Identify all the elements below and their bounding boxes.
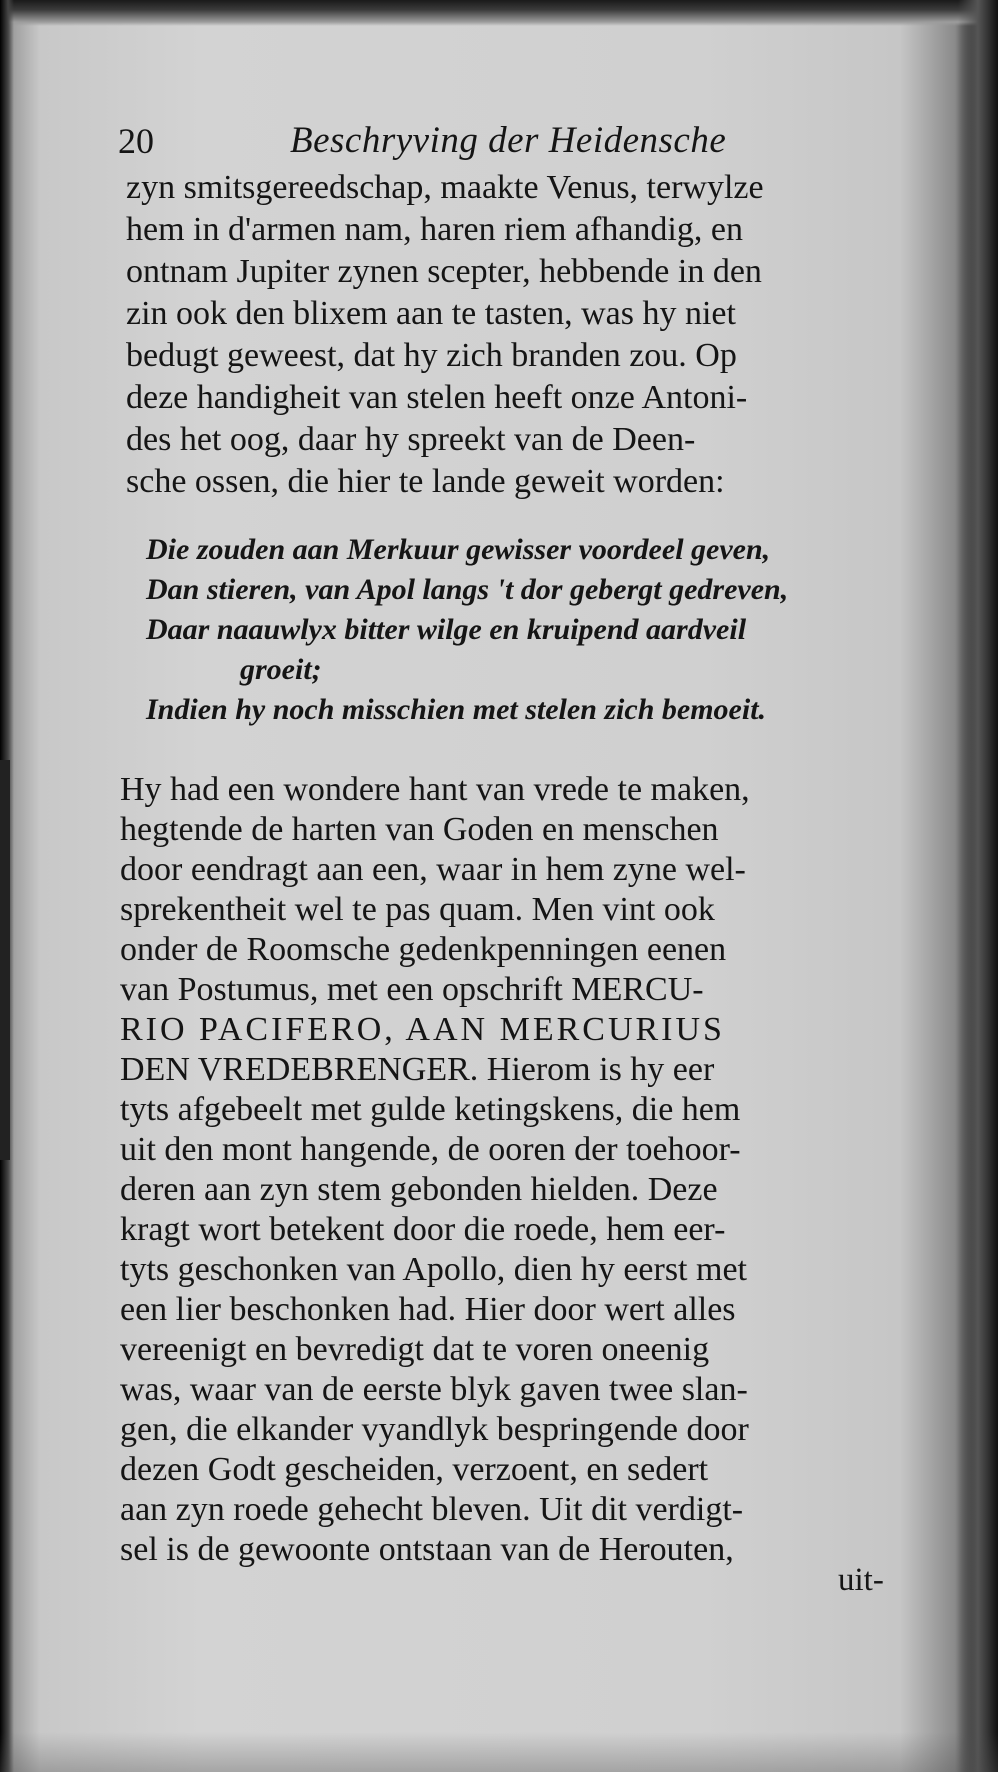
paragraph-line: tyts geschonken van Apollo, dien hy eerst met [120,1251,747,1288]
paragraph-line: RIO PACIFERO, AAN MERCURIUS [120,1011,725,1048]
running-head: Beschryving der Heidensche [290,120,727,161]
paragraph-line: was, waar van de eerste blyk gaven twee slan- [120,1371,748,1408]
page-header [118,118,838,166]
poem-line: groeit; [240,653,322,686]
paragraph-line: kragt wort betekent door die roede, hem eer- [120,1211,726,1248]
paragraph-line: door eendragt aan een, waar in hem zyne wel- [120,851,746,888]
page-number: 20 [118,121,154,161]
paragraph-line: van Postumus, met een opschrift MERCU- [120,971,704,1008]
body-line: sche ossen, die hier te lande geweit worden: [126,463,725,500]
catchword: uit- [838,1562,884,1598]
paragraph-line: onder de Roomsche gedenkpenningen eenen [120,931,727,968]
paragraph-line: deren aan zyn stem gebonden hielden. Deze [120,1171,718,1208]
paragraph-line: dezen Godt gescheiden, verzoent, en sedert [120,1451,709,1488]
paragraph-line: Hy had een wondere hant van vrede te maken, [120,771,750,808]
paragraph-line: een lier beschonken had. Hier door wert alles [120,1291,736,1328]
paragraph-line: sprekentheit wel te pas quam. Men vint ook [120,891,715,928]
paragraph-line: sel is de gewoonte ontstaan van de Herouten, [120,1531,734,1568]
body-line: deze handigheit van stelen heeft onze Antoni- [126,379,748,416]
paragraph-line: tyts afgebeelt met gulde ketingskens, die hem [120,1091,741,1128]
paragraph-line: vereenigt en bevredigt dat te voren oneenig [120,1331,710,1368]
body-line: des het oog, daar hy spreekt van de Deen- [126,421,696,458]
paragraph-line: aan zyn roede gehecht bleven. Uit dit verdigt- [120,1491,744,1528]
paragraph-line: hegtende de harten van Goden en menschen [120,811,719,848]
paragraph-line: uit den mont hangende, de ooren der toehoor- [120,1131,741,1168]
body-line: bedugt geweest, dat hy zich branden zou. Op [126,337,737,374]
poem-line: Indien hy noch misschien met stelen zich bemoeit. [146,693,767,726]
poem-line: Daar naauwlyx bitter wilge en kruipend aardveil [146,613,747,646]
body-line: ontnam Jupiter zynen scepter, hebbende in den [126,253,762,290]
paragraph-line: DEN VREDEBRENGER. Hierom is hy eer [120,1051,715,1088]
body-line: hem in d'armen nam, haren riem afhandig, en [126,211,743,248]
poem-line: Dan stieren, van Apol langs 't dor gebergt gedreven, [146,573,789,606]
poem-line: Die zouden aan Merkuur gewisser voordeel geven, [146,533,771,566]
body-line: zyn smitsgereedschap, maakte Venus, terwylze [126,169,764,206]
body-line: zin ook den blixem aan te tasten, was hy niet [126,295,736,332]
paragraph-line: gen, die elkander vyandlyk bespringende door [120,1411,749,1448]
